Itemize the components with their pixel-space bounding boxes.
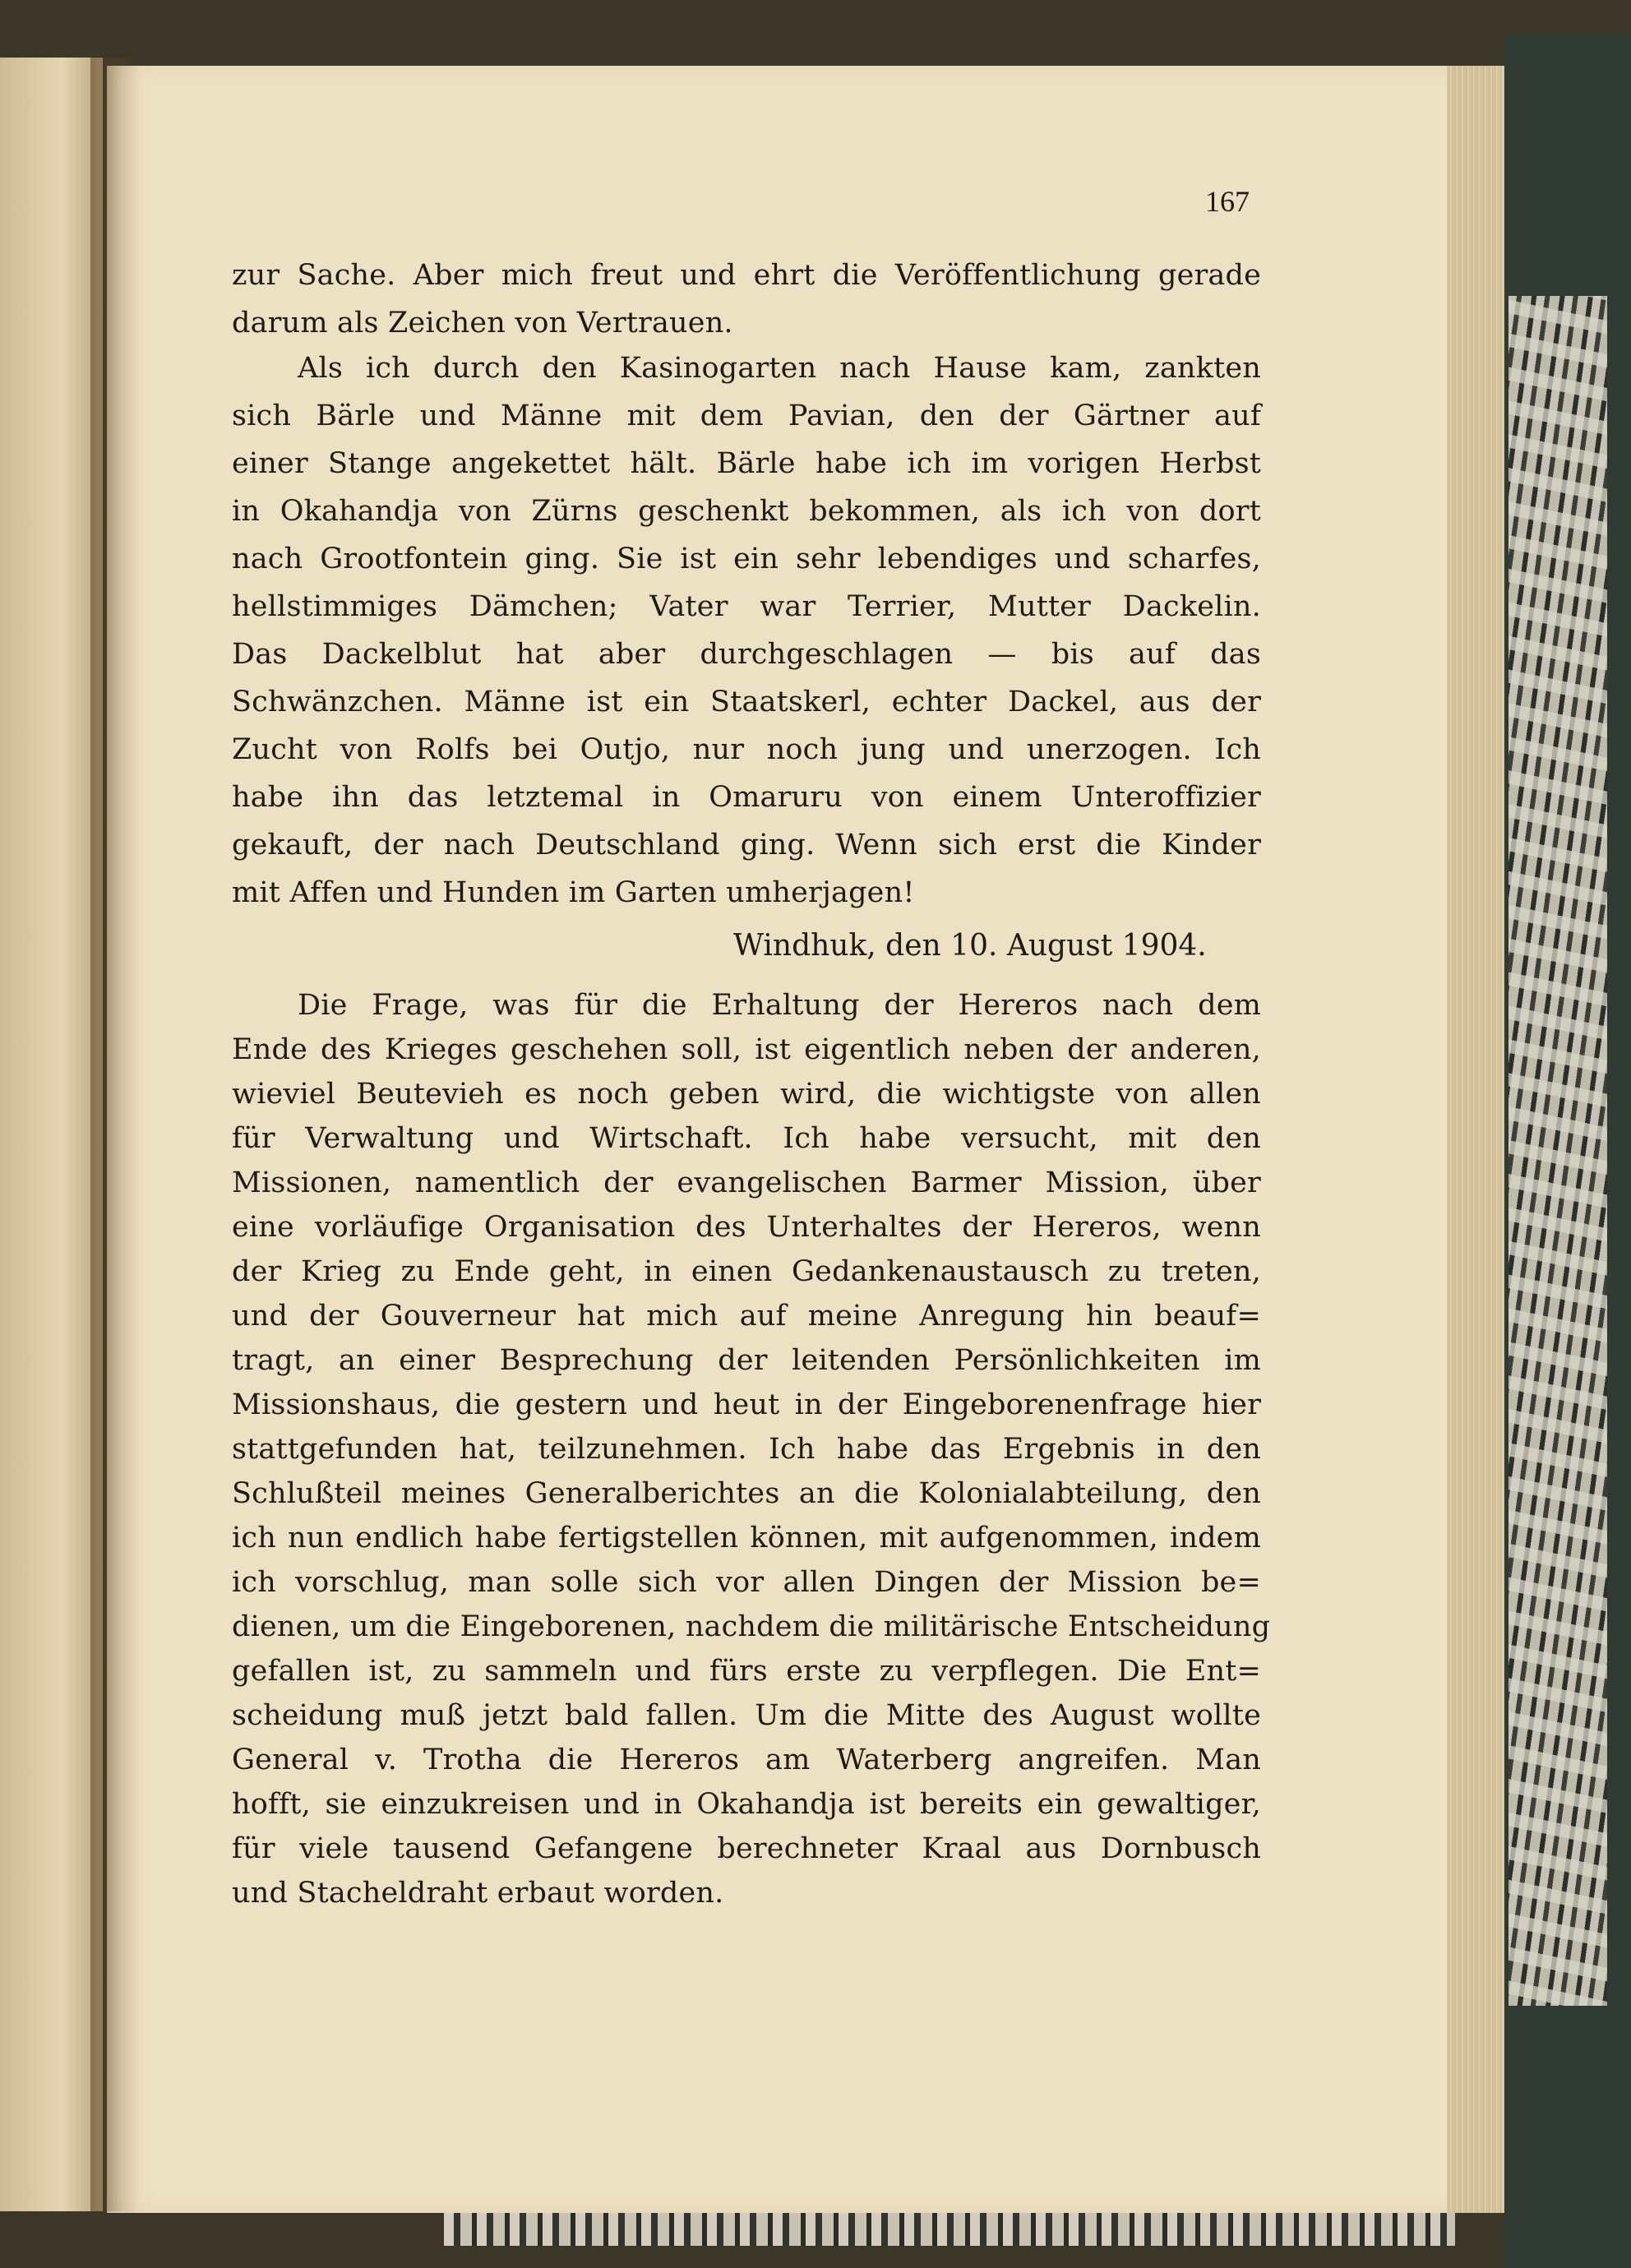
text-line: sich Bärle und Männe mit dem Pavian, den der Gärtner auf [232,400,1261,432]
text-line: scheidung muß jetzt bald fallen. Um die Mitte des August wollte [232,1699,1261,1732]
text-line: in Okahandja von Zürns geschenkt bekommen, als ich von dort [232,495,1261,528]
text-line: und der Gouverneur hat mich auf meine Anregung hin beauf= [232,1300,1261,1333]
text-line: Schwänzchen. Männe ist ein Staatskerl, echter Dackel, aus der [232,686,1261,718]
text-line: der Krieg zu Ende geht, in einen Gedankenaustausch zu treten, [232,1255,1261,1288]
left-page-edge [0,58,103,2211]
dateline: Windhuk, den 10. August 1904. [733,929,1207,963]
text-line: einer Stange angekettet hält. Bärle habe ich im vorigen Herbst [232,447,1261,480]
text-line: nach Grootfontein ging. Sie ist ein sehr lebendiges und scharfes, [232,543,1261,575]
text-line: Missionshaus, die gestern und heut in der Eingeborenenfrage hier [232,1388,1261,1421]
text-line: zur Sache. Aber mich freut und ehrt die Veröffentlichung gerade [232,259,1261,292]
text-line: tragt, an einer Besprechung der leitenden Persönlichkeiten im [232,1344,1261,1377]
text-line: stattgefunden hat, teilzunehmen. Ich habe das Ergebnis in den [232,1433,1261,1466]
text-line: Missionen, namentlich der evangelischen Barmer Mission, über [232,1166,1261,1199]
marbled-endpaper [1509,296,1607,2006]
text-line: Ende des Krieges geschehen soll, ist eigentlich neben der anderen, [232,1033,1261,1066]
page-gutter [90,58,140,2211]
text-line: wieviel Beutevieh es noch geben wird, die wichtigste von allen [232,1078,1261,1111]
page-fore-edge [1447,66,1504,2213]
text-line: und Stacheldraht erbaut worden. [232,1877,724,1910]
text-line: dienen, um die Eingeborenen, nachdem die militärische Entscheidung [232,1610,1271,1643]
marbled-edge-strip [444,2213,1455,2246]
text-line: für viele tausend Gefangene berechneter Kraal aus Dornbusch [232,1832,1261,1865]
text-line: habe ihn das letztemal in Omaruru von einem Unteroffizier [232,781,1261,814]
text-line: hofft, sie einzukreisen und in Okahandja ist bereits ein gewaltiger, [232,1788,1261,1821]
text-line: ich vorschlug, man solle sich vor allen Dingen der Mission be= [232,1566,1261,1599]
text-line: gekauft, der nach Deutschland ging. Wenn sich erst die Kinder [232,829,1261,861]
text-line: Die Frage, was für die Erhaltung der Hereros nach dem [298,989,1261,1022]
text-line: hellstimmiges Dämchen; Vater war Terrier, Mutter Dackelin. [232,590,1261,623]
text-line: für Verwaltung und Wirtschaft. Ich habe versucht, mit den [232,1122,1261,1155]
text-line: gefallen ist, zu sammeln und fürs erste zu verpflegen. Die Ent= [232,1655,1261,1688]
paragraph-dogs [232,352,1268,909]
text-line: Als ich durch den Kasinogarten nach Hause kam, zankten [298,352,1261,385]
text-line: eine vorläufige Organisation des Unterhaltes der Hereros, wenn [232,1211,1261,1244]
paragraph-hereros [232,989,1271,1926]
text-line: Das Dackelblut hat aber durchgeschlagen — bis auf das [232,638,1261,671]
text-line: Schlußteil meines Generalberichtes an die Kolonialabteilung, den [232,1477,1261,1510]
text-line: General v. Trotha die Hereros am Waterberg angreifen. Man [232,1744,1261,1776]
text-line: Zucht von Rolfs bei Outjo, nur noch jung und unerzogen. Ich [232,733,1261,766]
text-line: ich nun endlich habe fertigstellen können, mit aufgenommen, indem [232,1522,1261,1554]
text-line: mit Affen und Hunden im Garten umherjagen! [232,876,915,909]
text-line: darum als Zeichen von Vertrauen. [232,307,733,340]
page-number: 167 [1205,185,1250,218]
